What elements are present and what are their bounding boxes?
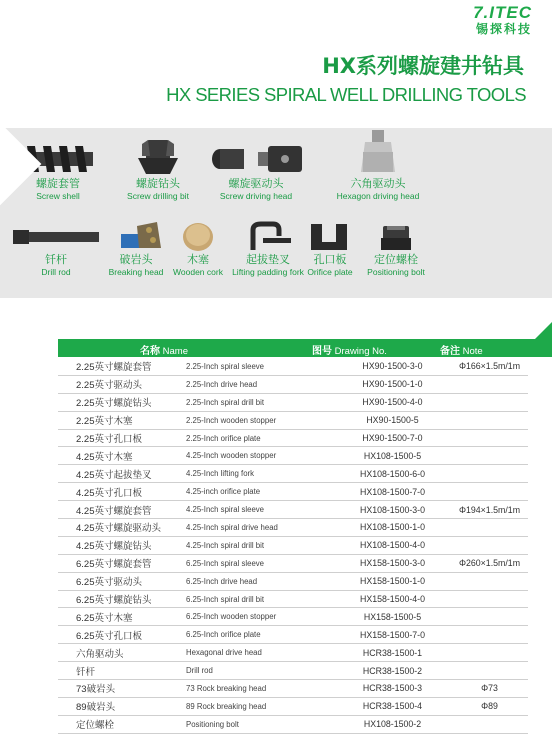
cell-name-en: 6.25-Inch wooden stopper bbox=[186, 608, 334, 626]
table-row bbox=[58, 626, 528, 644]
table-row bbox=[58, 375, 528, 393]
product-label-en: Screw shell bbox=[36, 191, 80, 201]
header-drawing-en: Drawing No. bbox=[334, 346, 387, 357]
cell-note: Φ89 bbox=[451, 697, 528, 715]
logo-brand-text: 7.ITEC bbox=[473, 3, 532, 22]
cell-note bbox=[451, 644, 528, 662]
cell-drawing-no: HX108-1500-5 bbox=[334, 447, 451, 465]
cell-note bbox=[451, 519, 528, 537]
header-note bbox=[440, 342, 483, 357]
cell-note bbox=[451, 429, 528, 447]
cell-drawing-no: HX158-1500-1-0 bbox=[334, 572, 451, 590]
cell-note: Φ166×1.5m/1m bbox=[451, 358, 528, 375]
cell-name-en: Hexagonal drive head bbox=[186, 644, 334, 662]
table-row bbox=[58, 393, 528, 411]
product-hexagon-driving-head bbox=[328, 128, 428, 201]
table-row bbox=[58, 447, 528, 465]
table-row bbox=[58, 483, 528, 501]
cell-drawing-no: HX90-1500-5 bbox=[334, 411, 451, 429]
cell-note bbox=[451, 375, 528, 393]
product-label-cn: 破岩头 bbox=[119, 254, 153, 266]
cell-drawing-no: HX108-1500-2 bbox=[334, 715, 451, 733]
cell-name-cn: 6.25英寸螺旋套管 bbox=[58, 554, 186, 572]
cell-name-en: 89 Rock breaking head bbox=[186, 697, 334, 715]
cell-drawing-no: HX90-1500-4-0 bbox=[334, 393, 451, 411]
cell-name-en: Drill rod bbox=[186, 662, 334, 680]
cell-name-cn: 2.25英寸木塞 bbox=[58, 411, 186, 429]
product-label-cn: 六角驱动头 bbox=[350, 178, 406, 190]
cell-name-cn: 2.25英寸驱动头 bbox=[58, 375, 186, 393]
cell-drawing-no: HCR38-1500-2 bbox=[334, 662, 451, 680]
cell-note bbox=[451, 715, 528, 733]
cell-note bbox=[451, 483, 528, 501]
cell-name-en: 4.25-Inch spiral drill bit bbox=[186, 536, 334, 554]
cell-name-cn: 2.25英寸孔口板 bbox=[58, 429, 186, 447]
header-name bbox=[140, 342, 188, 357]
header-name-cn: 名称 bbox=[140, 346, 160, 357]
cell-name-cn: 六角驱动头 bbox=[58, 644, 186, 662]
cell-drawing-no: HX108-1500-7-0 bbox=[334, 483, 451, 501]
table-header bbox=[58, 339, 552, 357]
cell-name-en: 6.25-Inch spiral sleeve bbox=[186, 554, 334, 572]
cell-name-en: 2.25-Inch wooden stopper bbox=[186, 411, 334, 429]
cell-name-en: 4.25-Inch wooden stopper bbox=[186, 447, 334, 465]
logo-cn-text: 锡探科技 bbox=[475, 22, 532, 36]
product-label-en: Drill rod bbox=[41, 267, 71, 277]
cell-name-en: 2.25-Inch spiral sleeve bbox=[186, 358, 334, 375]
table-row bbox=[58, 358, 528, 375]
product-screw-drilling-bit bbox=[108, 136, 208, 201]
table-row bbox=[58, 519, 528, 537]
cell-name-cn: 4.25英寸起拔垫叉 bbox=[58, 465, 186, 483]
page-title-cn: HX系列螺旋建井钻具 bbox=[322, 54, 524, 78]
cell-name-cn: 89破岩头 bbox=[58, 697, 186, 715]
cell-name-cn: 4.25英寸孔口板 bbox=[58, 483, 186, 501]
cell-drawing-no: HCR38-1500-4 bbox=[334, 697, 451, 715]
cell-note bbox=[451, 626, 528, 644]
cell-name-cn: 钎杆 bbox=[58, 662, 186, 680]
table-row bbox=[58, 662, 528, 680]
product-gallery bbox=[0, 120, 552, 298]
product-screw-driving-head bbox=[206, 140, 306, 201]
table-row bbox=[58, 590, 528, 608]
product-label-cn: 起拔垫叉 bbox=[246, 254, 290, 266]
positioning-bolt-image bbox=[371, 220, 421, 254]
cell-name-en: 4.25-Inch spiral drive head bbox=[186, 519, 334, 537]
cell-drawing-no: HX108-1500-4-0 bbox=[334, 536, 451, 554]
table-row bbox=[58, 715, 528, 733]
table-row bbox=[58, 536, 528, 554]
header-note-cn: 备注 bbox=[440, 346, 460, 357]
cell-name-en: 6.25-Inch drive head bbox=[186, 572, 334, 590]
header-drawing-cn: 图号 bbox=[312, 346, 332, 357]
cell-name-en: 4.25-inch orifice plate bbox=[186, 483, 334, 501]
cell-name-cn: 2.25英寸螺旋套管 bbox=[58, 358, 186, 375]
cell-note bbox=[451, 447, 528, 465]
cell-drawing-no: HX90-1500-3-0 bbox=[334, 358, 451, 375]
product-label-cn: 螺旋驱动头 bbox=[228, 178, 284, 190]
cell-drawing-no: HX90-1500-7-0 bbox=[334, 429, 451, 447]
cell-name-cn: 6.25英寸木塞 bbox=[58, 608, 186, 626]
product-label-en: Hexagon driving head bbox=[336, 191, 420, 201]
cell-name-en: 4.25-Inch spiral sleeve bbox=[186, 501, 334, 519]
cell-drawing-no: HCR38-1500-1 bbox=[334, 644, 451, 662]
cell-name-en: 2.25-Inch orifice plate bbox=[186, 429, 334, 447]
cell-note: Φ260×1.5m/1m bbox=[451, 554, 528, 572]
screw-drilling-bit-image bbox=[128, 136, 188, 178]
screw-driving-head-image bbox=[206, 140, 306, 178]
cell-name-cn: 4.25英寸螺旋套管 bbox=[58, 501, 186, 519]
product-label-en: Lifting padding fork bbox=[232, 267, 304, 277]
cell-name-cn: 4.25英寸螺旋驱动头 bbox=[58, 519, 186, 537]
gallery-arrow-decoration bbox=[0, 122, 42, 206]
cell-name-cn: 4.25英寸螺旋钻头 bbox=[58, 536, 186, 554]
cell-drawing-no: HCR38-1500-3 bbox=[334, 680, 451, 698]
cell-note bbox=[451, 393, 528, 411]
cell-name-en: Positioning bolt bbox=[186, 715, 334, 733]
product-label-en: Positioning bolt bbox=[367, 267, 425, 277]
product-label-en: Screw driving head bbox=[219, 191, 293, 201]
cell-drawing-no: HX90-1500-1-0 bbox=[334, 375, 451, 393]
product-label-en: Orifice plate bbox=[307, 267, 353, 277]
cell-name-en: 6.25-Inch orifice plate bbox=[186, 626, 334, 644]
product-label-cn: 螺旋套管 bbox=[36, 178, 80, 190]
table-row bbox=[58, 465, 528, 483]
cell-note bbox=[451, 536, 528, 554]
cell-name-en: 6.25-Inch spiral drill bit bbox=[186, 590, 334, 608]
brand-logo bbox=[473, 4, 532, 36]
cell-note bbox=[451, 590, 528, 608]
parts-table bbox=[58, 358, 528, 734]
table-row bbox=[58, 680, 528, 698]
cell-drawing-no: HX108-1500-6-0 bbox=[334, 465, 451, 483]
cell-name-cn: 73破岩头 bbox=[58, 680, 186, 698]
product-label-en: Breaking head bbox=[108, 267, 164, 277]
product-label-en: Screw drilling bit bbox=[127, 191, 189, 201]
cell-name-cn: 4.25英寸木塞 bbox=[58, 447, 186, 465]
cell-drawing-no: HX158-1500-3-0 bbox=[334, 554, 451, 572]
product-label-cn: 螺旋钻头 bbox=[136, 178, 180, 190]
product-label-cn: 定位螺栓 bbox=[374, 254, 418, 266]
wooden-cork-image bbox=[178, 220, 218, 254]
table-row bbox=[58, 429, 528, 447]
product-label-cn: 钎杆 bbox=[45, 254, 67, 266]
cell-note: Φ194×1.5m/1m bbox=[451, 501, 528, 519]
cell-drawing-no: HX158-1500-5 bbox=[334, 608, 451, 626]
cell-name-cn: 6.25英寸驱动头 bbox=[58, 572, 186, 590]
cell-name-en: 4.25-Inch lifting fork bbox=[186, 465, 334, 483]
cell-note bbox=[451, 411, 528, 429]
hexagon-driving-head-image bbox=[353, 128, 403, 178]
table-row bbox=[58, 644, 528, 662]
cell-note bbox=[451, 465, 528, 483]
header-name-en: Name bbox=[162, 346, 188, 357]
cell-name-cn: 6.25英寸螺旋钻头 bbox=[58, 590, 186, 608]
cell-note bbox=[451, 662, 528, 680]
page-title-en: HX SERIES SPIRAL WELL DRILLING TOOLS bbox=[166, 84, 526, 105]
table-row bbox=[58, 608, 528, 626]
cell-note bbox=[451, 608, 528, 626]
product-label-cn: 木塞 bbox=[187, 254, 209, 266]
cell-drawing-no: HX108-1500-1-0 bbox=[334, 519, 451, 537]
table-row bbox=[58, 411, 528, 429]
table-row bbox=[58, 572, 528, 590]
header-drawing bbox=[312, 342, 387, 357]
cell-drawing-no: HX158-1500-7-0 bbox=[334, 626, 451, 644]
cell-note: Φ73 bbox=[451, 680, 528, 698]
cell-name-en: 2.25-Inch spiral drill bit bbox=[186, 393, 334, 411]
cell-drawing-no: HX108-1500-3-0 bbox=[334, 501, 451, 519]
table-row bbox=[58, 501, 528, 519]
product-label-en: Wooden cork bbox=[173, 267, 223, 277]
cell-name-cn: 定位螺栓 bbox=[58, 715, 186, 733]
cell-note bbox=[451, 572, 528, 590]
product-positioning-bolt bbox=[346, 220, 446, 277]
cell-name-cn: 6.25英寸孔口板 bbox=[58, 626, 186, 644]
cell-name-en: 73 Rock breaking head bbox=[186, 680, 334, 698]
cell-name-en: 2.25-Inch drive head bbox=[186, 375, 334, 393]
product-label-cn: 孔口板 bbox=[313, 254, 347, 266]
cell-drawing-no: HX158-1500-4-0 bbox=[334, 590, 451, 608]
table-row bbox=[58, 554, 528, 572]
header-note-en: Note bbox=[462, 346, 483, 357]
cell-name-cn: 2.25英寸螺旋钻头 bbox=[58, 393, 186, 411]
table-row bbox=[58, 697, 528, 715]
